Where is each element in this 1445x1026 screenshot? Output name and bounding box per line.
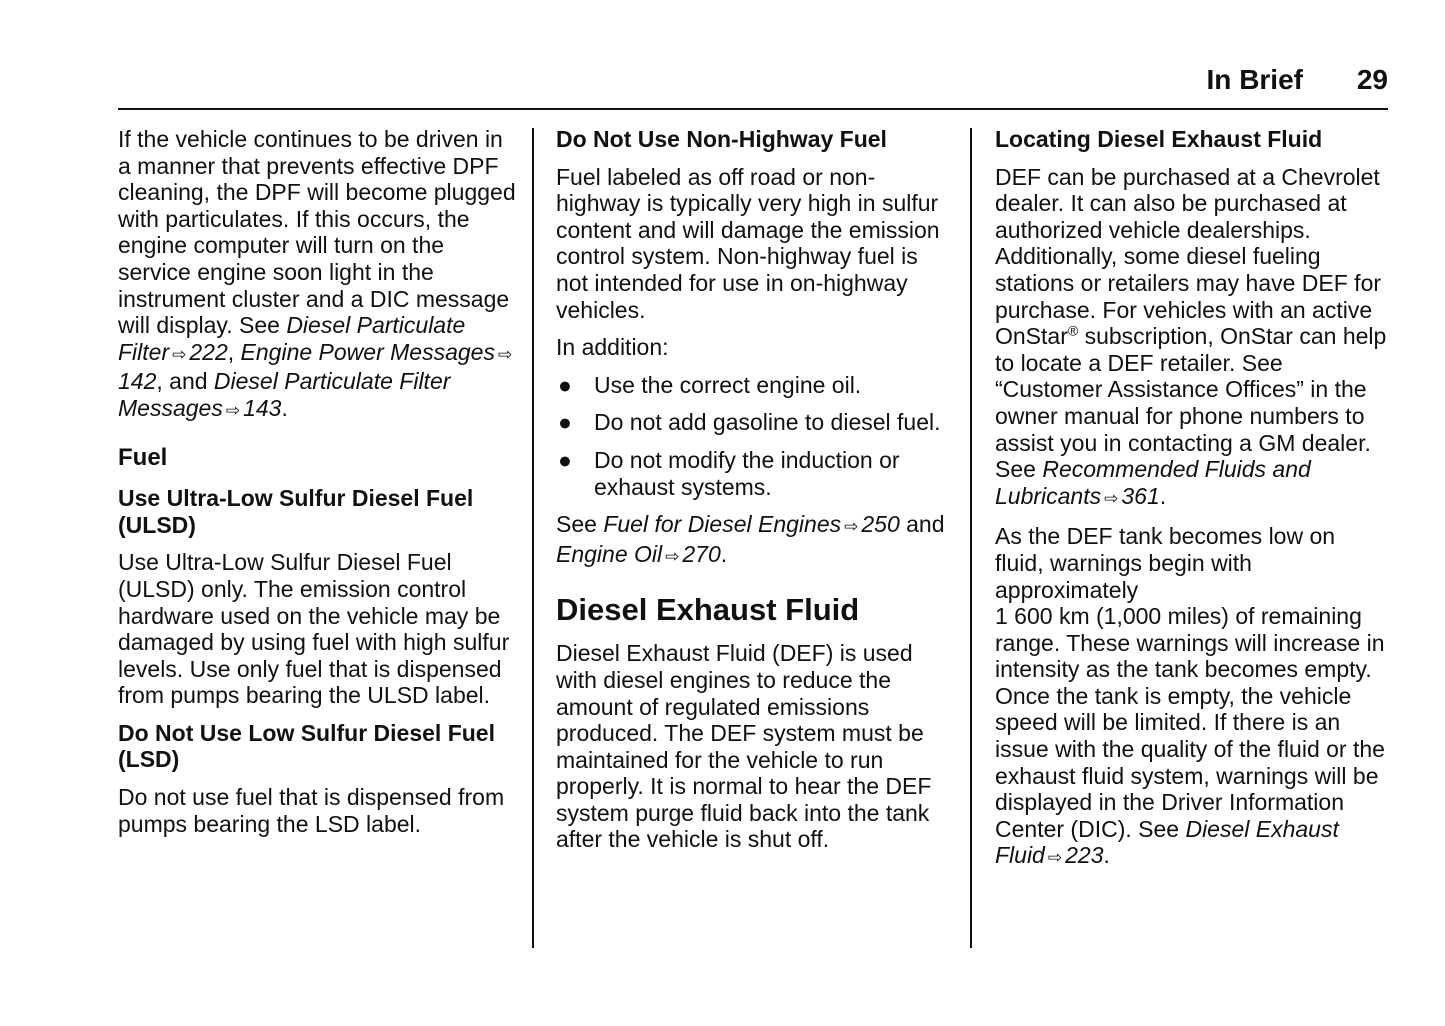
column-right — [995, 126, 1390, 883]
lsd-paragraph: Do not use fuel that is dispensed from pumps bearing the LSD label. — [118, 784, 505, 837]
page-ref[interactable]: 143 — [243, 394, 282, 421]
reference-arrow-icon: ⇨ — [665, 546, 680, 566]
page-ref[interactable]: 270 — [682, 540, 721, 567]
nonhighway-paragraph: Fuel labeled as off road or non-highway is typically very high in sulfur content and will damage the emission control system. Non-highway fuel is not intended for use in on-highway vehicles. — [556, 163, 940, 323]
xref-link[interactable]: Diesel Particulate Filter Messages — [118, 368, 451, 421]
column-left — [118, 126, 518, 848]
bullet-icon: ● — [558, 371, 572, 398]
def-paragraph: Diesel Exhaust Fluid (DEF) is used with diesel engines to reduce the amount of regulated emissions produced. The DEF system must be maintained for the vehicle to run properly. It is normal to hear the DEF system purge fluid back into the tank after the vehicle is shut off. — [556, 640, 932, 853]
locating-def-heading: Locating Diesel Exhaust Fluid — [995, 126, 1323, 152]
page-header — [118, 58, 1388, 110]
lsd-heading: Do Not Use Low Sulfur Diesel Fuel (LSD) — [118, 719, 495, 773]
xref-link[interactable]: Engine Oil — [556, 540, 663, 567]
section-title: In Brief — [1206, 64, 1303, 95]
nonhighway-heading: Do Not Use Non-Highway Fuel — [556, 126, 887, 152]
list-item: ● Use the correct engine oil. — [558, 371, 862, 398]
xref-link[interactable]: Recommended Fluids and Lubricants — [995, 456, 1311, 509]
bullet-icon: ● — [558, 409, 572, 436]
page-ref[interactable]: 222 — [189, 338, 228, 365]
locating-paragraph: DEF can be purchased at a Chevrolet dealer. It can also be purchased at authorized vehicle dealerships. Additionally, some diesel fueling stations or retailers may have DEF for purchase. For vehicles with an active OnStar® subscription, OnStar can help to locate a DEF retailer. See “Customer Assistance Offices” in the owner manual for phone numbers to assist you in contacting a GM dealer. See Recommended Fluids and Lubricants ⇨ 361. — [995, 164, 1390, 513]
xref-link[interactable]: Diesel Particulate Filter — [118, 312, 466, 365]
page-ref[interactable]: 142 — [118, 368, 157, 395]
list-item: ● Do not add gasoline to diesel fuel. — [558, 409, 941, 436]
reference-arrow-icon: ⇨ — [225, 400, 241, 420]
column-middle — [556, 126, 956, 864]
xref-link[interactable]: Fuel for Diesel Engines — [603, 511, 842, 538]
column-divider — [970, 128, 972, 948]
page-number: 29 — [1356, 64, 1388, 95]
xref-link[interactable]: Diesel Exhaust Fluid — [995, 815, 1339, 869]
bullet-list — [556, 372, 956, 500]
reference-arrow-icon: ⇨ — [1104, 488, 1119, 508]
low-fluid-paragraph: As the DEF tank becomes low on fluid, warnings begin with approximately 1 600 km (1,000 miles) of remaining range. These warnings will increase in intensity as the tank becomes empty. Once the tank is empty, the vehicle speed will be limited. If there is an issue with the quality of the fluid or the exhaust fluid system, warnings will be displayed in the Driver Information Center (DIC). See Diesel Exhaust Fluid ⇨ 223. — [995, 523, 1390, 872]
reference-arrow-icon: ⇨ — [1047, 848, 1063, 868]
bullet-icon: ● — [558, 446, 572, 473]
column-divider — [532, 128, 534, 948]
ulsd-paragraph: Use Ultra-Low Sulfur Diesel Fuel (ULSD) only. The emission control hardware used on the vehicle may be damaged by using fuel with high sulfur levels. Use only fuel that is dispensed from pumps bearing the ULSD label. — [118, 549, 510, 709]
list-item: ● Do not modify the induction or exhaust systems. — [558, 446, 900, 500]
ulsd-heading: Use Ultra-Low Sulfur Diesel Fuel (ULSD) — [118, 485, 474, 538]
reference-arrow-icon: ⇨ — [497, 344, 513, 364]
def-heading: Diesel Exhaust Fluid — [556, 592, 860, 628]
reference-arrow-icon: ⇨ — [172, 344, 187, 364]
dpf-paragraph: If the vehicle continues to be driven in a manner that prevents effective DPF cleaning, the DPF will become plugged with particulates. If this occurs, the engine computer will turn on the service engine soon light in the instrument cluster and a DIC message will display. See Diesel Particulate Filter ⇨ 222, Engine Power Messages ⇨142, and Diesel Particulate Filter Messages ⇨ 143. — [118, 126, 518, 425]
reference-arrow-icon: ⇨ — [844, 517, 859, 537]
xref-link[interactable]: Engine Power Messages — [240, 338, 495, 365]
page-ref[interactable]: 250 — [861, 511, 900, 538]
page-ref[interactable]: 223 — [1065, 842, 1104, 869]
fuel-heading: Fuel — [118, 443, 168, 471]
registered-mark: ® — [1067, 322, 1079, 339]
see-also-paragraph: See Fuel for Diesel Engines ⇨ 250 and Engine Oil ⇨ 270. — [556, 511, 956, 570]
in-addition-text: In addition: — [556, 334, 669, 361]
page-ref[interactable]: 361 — [1121, 482, 1160, 509]
